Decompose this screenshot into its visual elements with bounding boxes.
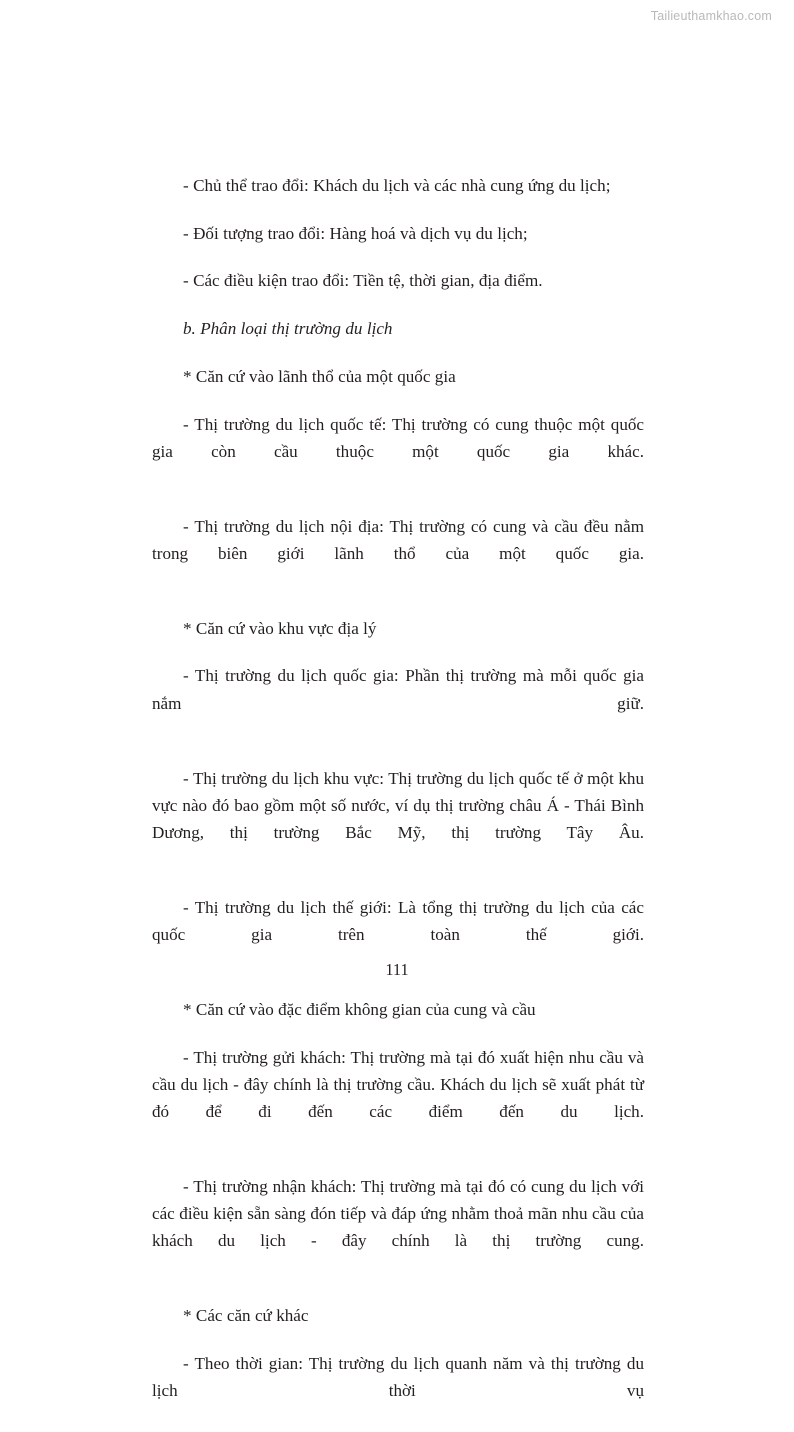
subheading-other-bases: * Các căn cứ khác — [183, 1306, 309, 1326]
site-watermark: Tailieuthamkhao.com — [650, 9, 772, 23]
subheading-basis-space: * Căn cứ vào đặc điểm không gian của cung và cầu — [183, 999, 536, 1019]
paragraph-by-time: - Theo thời gian: Thị trường du lịch quanh năm và thị trường du lịch thời vụ — [152, 1354, 644, 1401]
paragraph-international-market: - Thị trường du lịch quốc tế: Thị trường có cung thuộc một quốc gia còn cầu thuộc một quốc gia khác. — [152, 414, 644, 461]
paragraph-national-market: - Thị trường du lịch quốc gia: Phần thị trường mà mỗi quốc gia nắm giữ. — [152, 666, 644, 713]
paragraph-regional-market: - Thị trường du lịch khu vực: Thị trường du lịch quốc tế ở một khu vực nào đó bao gồm một số nước, ví dụ thị trường châu Á - Thái Bình Dương, thị trường Bắc Mỹ, thị trường Tây Âu. — [152, 768, 644, 842]
paragraph-bullet-conditions: - Các điều kiện trao đổi: Tiền tệ, thời gian, địa điểm. — [183, 271, 543, 291]
paragraph-bullet-subject: - Chủ thể trao đổi: Khách du lịch và các nhà cung ứng du lịch; — [183, 176, 611, 195]
heading-section-b: b. Phân loại thị trường du lịch — [183, 319, 393, 339]
page-number: 111 — [385, 960, 409, 979]
paragraph-bullet-object: - Đối tượng trao đổi: Hàng hoá và dịch vụ du lịch; — [183, 223, 528, 243]
paragraph-receiving-market: - Thị trường nhận khách: Thị trường mà tại đó có cung du lịch với các điều kiện sẵn sàng đón tiếp và đáp ứng nhằm thoả mãn nhu cầu của khách du lịch - đây chính là thị trường cung. — [152, 1176, 644, 1251]
paragraph-world-market: - Thị trường du lịch thế giới: Là tổng thị trường du lịch của các quốc gia trên toàn thế giới. — [152, 897, 644, 945]
paragraph-sending-market: - Thị trường gửi khách: Thị trường mà tại đó xuất hiện nhu cầu và cầu du lịch - đây chính là thị trường cầu. Khách du lịch sẽ xuất phát từ đó để đi đến các điểm đến du lịch. — [152, 1047, 644, 1122]
subheading-basis-geography: * Căn cứ vào khu vực địa lý — [183, 618, 377, 638]
subheading-basis-territory: * Căn cứ vào lãnh thổ của một quốc gia — [183, 366, 456, 386]
paragraph-domestic-market: - Thị trường du lịch nội địa: Thị trường có cung và cầu đều nằm trong biên giới lãnh thổ của một quốc gia. — [152, 516, 644, 563]
page-body-text — [152, 172, 644, 1432]
